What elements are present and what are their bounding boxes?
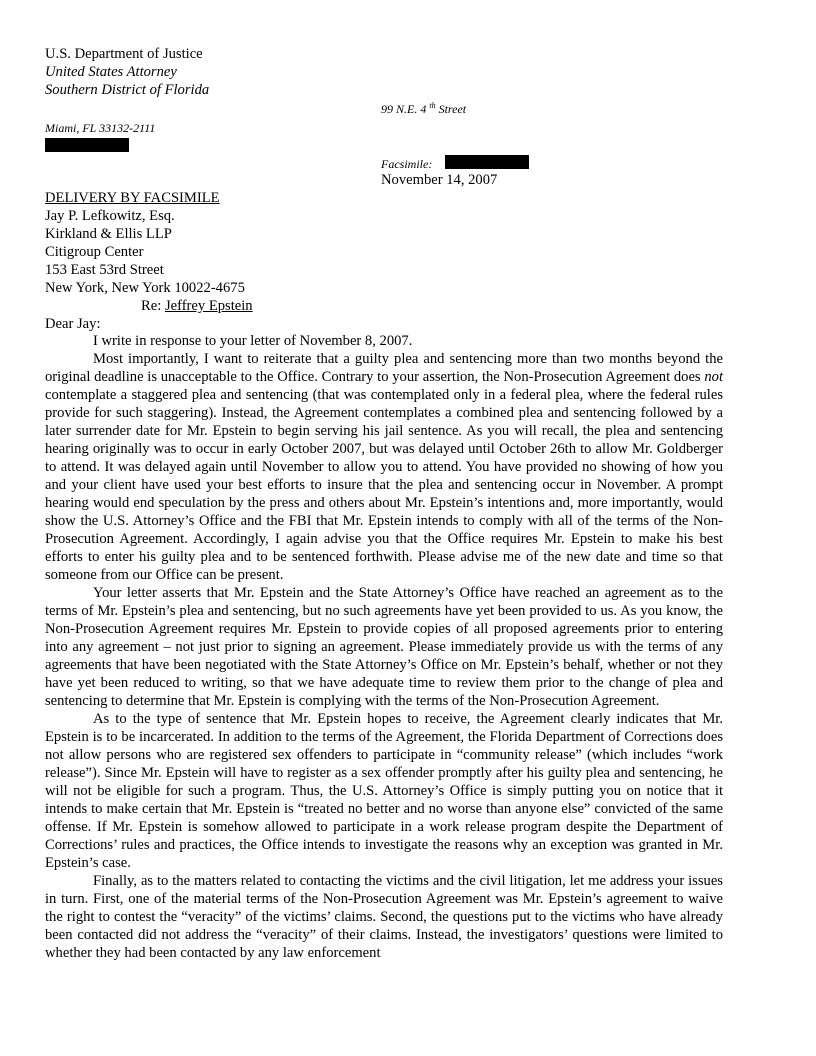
- recipient-name: Jay P. Lefkowitz, Esq.: [45, 208, 175, 224]
- salutation: Dear Jay:: [45, 316, 101, 332]
- redaction-block: [45, 138, 129, 152]
- redaction-block: [445, 155, 529, 169]
- city-address: Miami, FL 33132-2111: [45, 121, 156, 135]
- recipient-building: Citigroup Center: [45, 244, 144, 260]
- letter-body: [45, 332, 723, 962]
- paragraph-2: Most importantly, I want to reiterate that a guilty plea and sentencing more than two months beyond the original deadline is unacceptable to the Office. Contrary to your assertion, the Non-Prosecution Agreement does not contemplate a staggered plea and sentencing (that was contemplated only in a federal plea, where the federal rules provide for such staggering). Instead, the Agreement contemplates a combined plea and sentencing followed by a later surrender date for Mr. Epstein to begin serving his jail sentence. As you will recall, the plea and sentencing hearing originally was to occur in early October 2007, but was delayed until October 26th to allow Mr. Goldberger to attend. It was delayed again until November to allow you to attend. You have provided no showing of how you and your client have used your best efforts to insure that the plea and sentencing occur in November. A prompt hearing would end speculation by the press and others about Mr. Epstein’s intentions and, more importantly, would show the U.S. Attorney’s Office and the FBI that Mr. Epstein intends to comply with all of the terms of the Non-Prosecution Agreement. Accordingly, I again advise you that the Office requires Mr. Epstein to make his best efforts to enter his guilty plea and to be sentenced forthwith. Please advise me of the new date and time so that someone from our Office can be present.: [45, 351, 723, 583]
- paragraph-5: Finally, as to the matters related to contacting the victims and the civil litigation, let me address your issues in turn. First, one of the material terms of the Non-Prosecution Agreement was Mr. Epstein’s agreement to waive the right to contest the “veracity” of the victims’ claims. Second, the questions put to the victims who have already been contacted did not address the “veracity” of their claims. Instead, the investigators’ questions were limited to whether they had been contacted by any law enforcement: [45, 873, 723, 961]
- paragraph-4: As to the type of sentence that Mr. Epstein hopes to receive, the Agreement clearly indicates that Mr. Epstein is to be incarcerated. In addition to the terms of the Agreement, the Florida Department of Corrections does not allow persons who are registered sex offenders to participate in “community release” (which includes “work release”). Since Mr. Epstein will have to register as a sex offender promptly after his guilty plea and sentencing, he will not be eligible for such a program. Thus, the U.S. Attorney’s Office is simply putting you on notice that it intends to make certain that Mr. Epstein is “treated no better and no worse than anyone else” convicted of the same offense. If Mr. Epstein is somehow allowed to participate in a work release program despite the Department of Corrections’ rules and practices, the Office intends to investigate the reasons why an exception was granted in Mr. Epstein’s case.: [45, 711, 723, 871]
- district-name: Southern District of Florida: [45, 82, 210, 98]
- paragraph-3: Your letter asserts that Mr. Epstein and the State Attorney’s Office have reached an agreement as to the terms of Mr. Epstein’s plea and sentencing, but no such agreements have yet been provided to us. As you know, the Non-Prosecution Agreement requires Mr. Epstein to provide copies of all proposed agreements prior to entering into any agreement – not just prior to signing an agreement. Please immediately provide us with the terms of any agreements that have been negotiated with the State Attorney’s Office on Mr. Epstein’s behalf, whether or not they have yet been reduced to writing, so that we have adequate time to review them prior to the change of plea and sentencing to determine that Mr. Epstein is complying with the terms of the Non-Prosecution Agreement.: [45, 585, 723, 709]
- re-line: Re: Jeffrey Epstein: [141, 298, 253, 314]
- recipient-street: 153 East 53rd Street: [45, 262, 164, 278]
- office-title: United States Attorney: [45, 64, 177, 80]
- letter-date: November 14, 2007: [381, 172, 498, 188]
- recipient-city: New York, New York 10022-4675: [45, 280, 245, 296]
- paragraph-1: I write in response to your letter of November 8, 2007.: [93, 333, 413, 349]
- street-address: 99 N.E. 4 $^{th}$ Street: [381, 101, 467, 116]
- department-name: U.S. Department of Justice: [45, 46, 203, 62]
- facsimile-label: Facsimile:: [381, 157, 433, 171]
- delivery-method: DELIVERY BY FACSIMILE: [45, 190, 220, 206]
- recipient-firm: Kirkland & Ellis LLP: [45, 226, 172, 242]
